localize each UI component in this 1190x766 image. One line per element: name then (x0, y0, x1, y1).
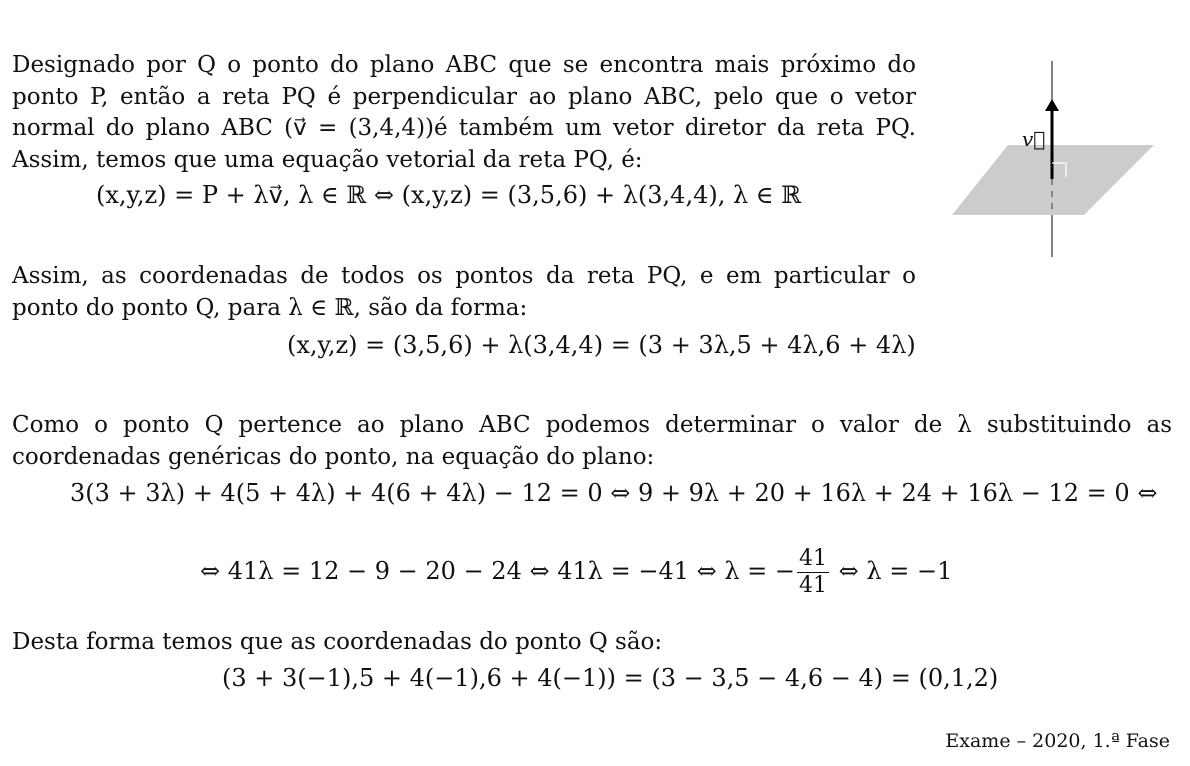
fraction-denominator: 41 (799, 573, 828, 598)
fraction-numerator: 41 (799, 546, 828, 571)
equation-lambda-right: ⇔ λ = −1 (838, 557, 953, 585)
equation-vector-line: (x,y,z) = P + λv⃗, λ ∈ ℝ ⇔ (x,y,z) = (3,5,6) + λ(3,4,4), λ ∈ ℝ (96, 181, 802, 209)
paragraph-coordinates: Assim, as coordenadas de todos os pontos da reta PQ, e em particular o ponto do ponto Q, para λ ∈ ℝ, são da forma: (12, 263, 916, 321)
plane-normal-vector-figure (946, 55, 1160, 265)
plane-diagram-svg (946, 55, 1160, 265)
equation-generic-point: (x,y,z) = (3,5,6) + λ(3,4,4) = (3 + 3λ,5 + 4λ,6 + 4λ) (287, 331, 916, 359)
vector-label: v⃗ (1022, 127, 1046, 151)
equation-point-q: (3 + 3(−1),5 + 4(−1),6 + 4(−1)) = (3 − 3,5 − 4,6 − 4) = (0,1,2) (222, 664, 999, 692)
source-footer: Exame – 2020, 1.ª Fase (945, 730, 1170, 752)
equation-plane-substitution: 3(3 + 3λ) + 4(5 + 4λ) + 4(6 + 4λ) − 12 = 0 ⇔ 9 + 9λ + 20 + 16λ + 24 + 16λ − 12 = 0 ⇔ (70, 479, 1158, 507)
arrow-head-icon (1045, 99, 1059, 111)
equation-lambda-solution (200, 546, 952, 599)
fraction (797, 546, 829, 599)
paragraph-substitution: Como o ponto Q pertence ao plano ABC podemos determinar o valor de λ substituindo as coordenadas genéricas do ponto, na equação do plano: (12, 412, 1172, 470)
paragraph-intro: Designado por Q o ponto do plano ABC que se encontra mais próximo do ponto P, então a reta PQ é perpendicular ao plano ABC, pelo que o vetor normal do plano ABC (v⃗ = (3,4,4))é também um vetor diretor da reta PQ. Assim, temos que uma equação vetorial da reta PQ, é: (12, 52, 916, 173)
equation-lambda-left: ⇔ 41λ = 12 − 9 − 20 − 24 ⇔ 41λ = −41 ⇔ λ = − (200, 557, 796, 585)
paragraph-conclusion: Desta forma temos que as coordenadas do ponto Q são: (12, 629, 663, 655)
